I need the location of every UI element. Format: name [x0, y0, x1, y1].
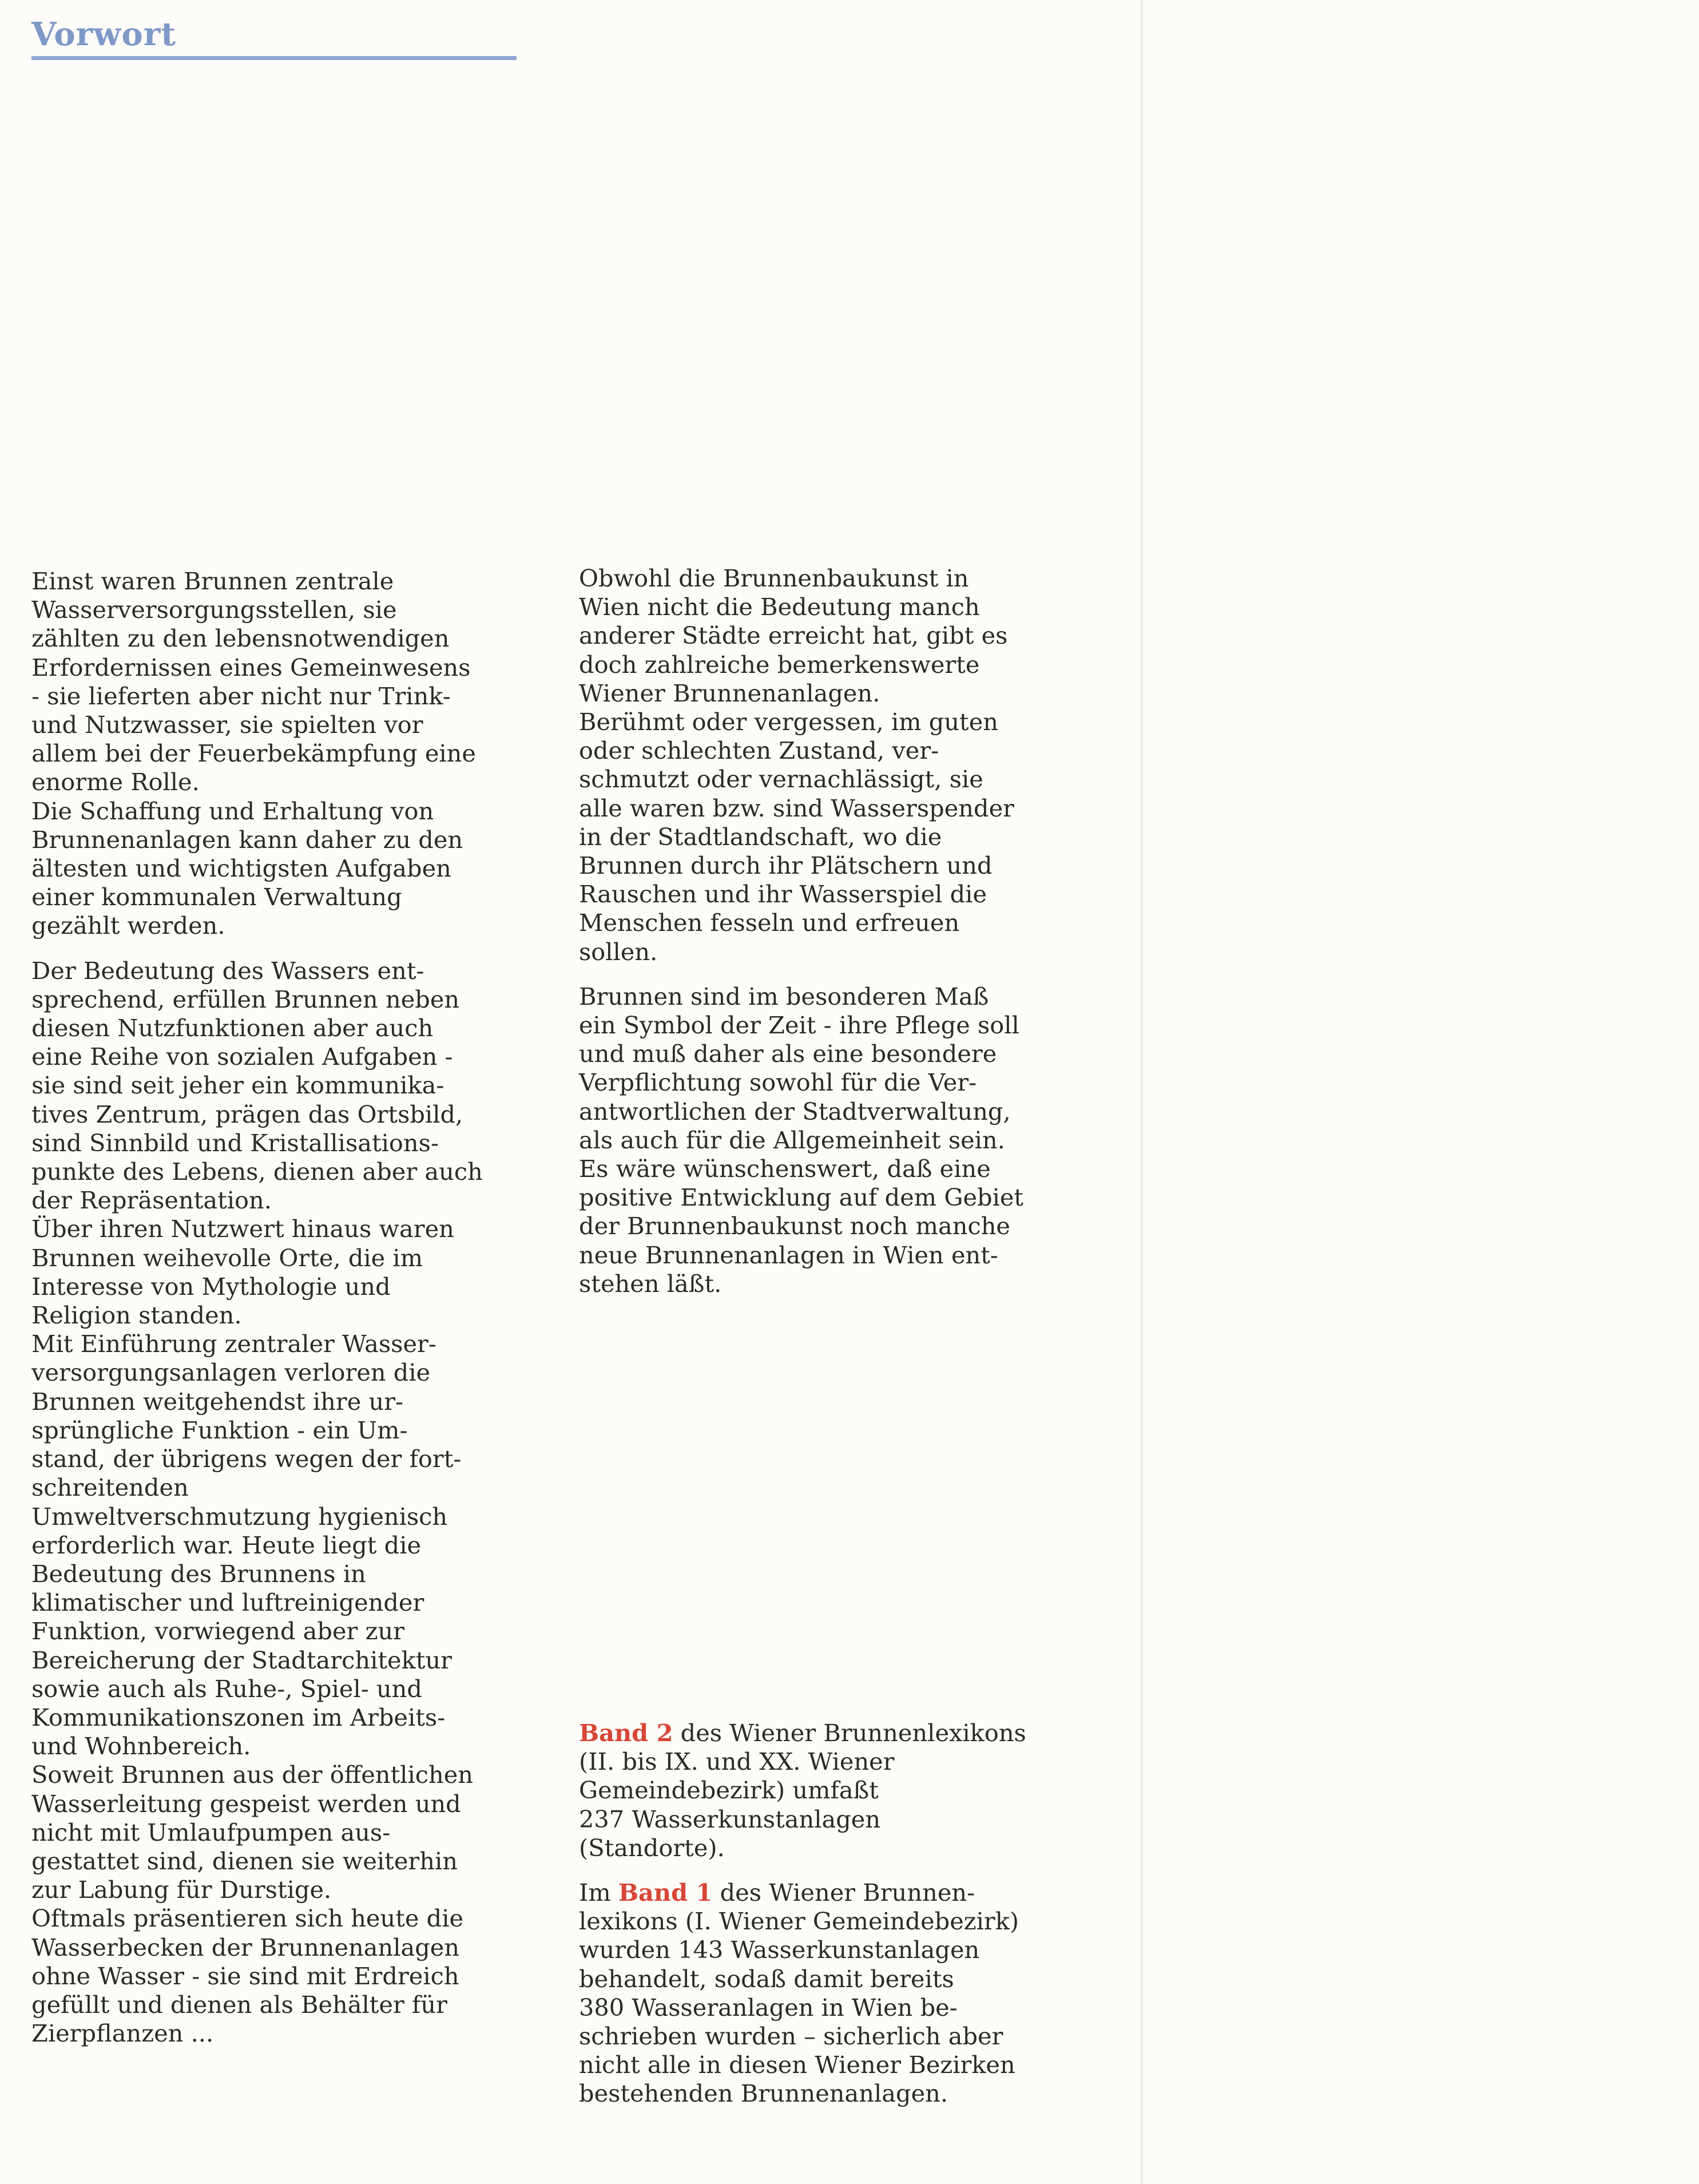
text-line: und Wohnbereich.: [31, 1732, 251, 1761]
text-line: Der Bedeutung des Wassers ent-: [31, 956, 424, 985]
text-line: Wiener Brunnenanlagen.: [579, 679, 880, 707]
text-line: allem bei der Feuerbekämpfung eine: [31, 739, 476, 768]
band1-label: Band 1: [618, 1878, 713, 1907]
text-line: der Brunnenbaukunst noch manche: [579, 1212, 1010, 1240]
text-line: Mit Einführung zentraler Wasser-: [31, 1330, 436, 1358]
text-line: Soweit Brunnen aus der öffentlichen: [31, 1761, 473, 1789]
text-line: und muß daher als eine besondere: [579, 1040, 997, 1068]
text-line: Religion standen.: [31, 1301, 242, 1330]
text-line: antwortlichen der Stadtverwaltung,: [579, 1097, 1011, 1125]
band1-text: des Wiener Brunnen-: [712, 1878, 975, 1907]
band-note: [579, 1719, 1026, 2108]
text-line: wurden 143 Wasserkunstanlagen: [579, 1936, 980, 1964]
text-line: Zierpflanzen ...: [31, 2019, 214, 2048]
text-line: punkte des Lebens, dienen aber auch: [31, 1158, 483, 1186]
band1-prefix: Im: [579, 1878, 618, 1907]
text-line: Über ihren Nutzwert hinaus waren: [31, 1215, 454, 1243]
text-line: gefüllt und dienen als Behälter für: [31, 1990, 447, 2019]
text-line: Interesse von Mythologie und: [31, 1272, 391, 1301]
text-line: und Nutzwasser, sie spielten vor: [31, 711, 423, 739]
text-line: gestattet sind, dienen sie weiterhin: [31, 1846, 458, 1875]
text-line: ein Symbol der Zeit - ihre Pflege soll: [579, 1011, 1019, 1040]
text-line: Brunnen weihevolle Orte, die im: [31, 1243, 423, 1272]
text-line: der Repräsentation.: [31, 1186, 272, 1215]
text-line: nicht alle in diesen Wiener Bezirken: [579, 2051, 1015, 2079]
text-line: einer kommunalen Verwaltung: [31, 883, 402, 911]
text-line: ohne Wasser - sie sind mit Erdreich: [31, 1961, 459, 1990]
text-line: eine Reihe von sozialen Aufgaben -: [31, 1043, 453, 1071]
text-line: sind Sinnbild und Kristallisations-: [31, 1128, 439, 1157]
text-line: - sie lieferten aber nicht nur Trink-: [31, 681, 451, 710]
text-line: schreitenden: [31, 1473, 189, 1502]
text-line: Gemeindebezirk) umfaßt: [579, 1776, 879, 1805]
text-line: Wien nicht die Bedeutung manch: [579, 593, 980, 621]
text-line: Funktion, vorwiegend aber zur: [31, 1617, 405, 1646]
text-line: alle waren bzw. sind Wasserspender: [579, 794, 1014, 822]
text-line: diesen Nutzfunktionen aber auch: [31, 1014, 434, 1043]
text-line: in der Stadtlandschaft, wo die: [579, 822, 942, 851]
text-line: Bedeutung des Brunnens in: [31, 1559, 366, 1588]
text-line: Wasserversorgungsstellen, sie: [31, 596, 397, 624]
text-line: positive Entwicklung auf dem Gebiet: [579, 1183, 1024, 1212]
text-line: stand, der übrigens wegen der fort-: [31, 1445, 462, 1473]
text-line: Obwohl die Brunnenbaukunst in: [579, 564, 969, 592]
text-line: lexikons (I. Wiener Gemeindebezirk): [579, 1907, 1019, 1936]
text-line: Brunnen sind im besonderen Maß: [579, 982, 989, 1010]
band2-text: des Wiener Brunnenlexikons: [673, 1719, 1026, 1747]
band2-line: [579, 1719, 1026, 1747]
text-line: Kommunikationszonen im Arbeits-: [31, 1703, 446, 1731]
page-title: Vorwort: [31, 15, 177, 53]
text-line: schmutzt oder vernachlässigt, sie: [579, 765, 983, 794]
text-line: Erfordernissen eines Gemeinwesens: [31, 653, 471, 681]
band2-label: Band 2: [579, 1719, 673, 1747]
text-line: Wasserbecken der Brunnenanlagen: [31, 1933, 460, 1961]
text-line: ältesten und wichtigsten Aufgaben: [31, 854, 451, 883]
text-line: tives Zentrum, prägen das Ortsbild,: [31, 1100, 463, 1128]
text-line: Einst waren Brunnen zentrale: [31, 567, 394, 595]
text-line: erforderlich war. Heute liegt die: [31, 1531, 422, 1559]
text-line: Verpflichtung sowohl für die Ver-: [579, 1068, 977, 1097]
text-line: zur Labung für Durstige.: [31, 1876, 332, 1904]
text-line: enorme Rolle.: [31, 768, 200, 796]
text-line: Es wäre wünschenswert, daß eine: [579, 1155, 991, 1183]
band1-line: [579, 1878, 1026, 1907]
text-line: sie sind seit jeher ein kommunika-: [31, 1071, 444, 1100]
text-line: (Standorte).: [579, 1833, 725, 1862]
text-line: (II. bis IX. und XX. Wiener: [579, 1747, 895, 1776]
text-line: sprechend, erfüllen Brunnen neben: [31, 985, 460, 1013]
text-line: Brunnen durch ihr Plätschern und: [579, 851, 993, 880]
text-line: behandelt, sodaß damit bereits: [579, 1964, 954, 1993]
text-line: nicht mit Umlaufpumpen aus-: [31, 1818, 391, 1846]
text-line: zählten zu den lebensnotwendigen: [31, 624, 450, 653]
text-line: 380 Wasseranlagen in Wien be-: [579, 1993, 958, 2022]
text-line: doch zahlreiche bemerkenswerte: [579, 650, 980, 679]
text-line: Brunnenanlagen kann daher zu den: [31, 825, 463, 854]
text-line: Bereicherung der Stadtarchitektur: [31, 1646, 452, 1674]
text-line: gezählt werden.: [31, 911, 225, 940]
text-line: Brunnen weitgehendst ihre ur-: [31, 1387, 404, 1416]
text-line: bestehenden Brunnenanlagen.: [579, 2079, 948, 2108]
text-line: Die Schaffung und Erhaltung von: [31, 796, 434, 825]
foreword-right-column: [579, 564, 1023, 1298]
page-edge-strip: [1141, 0, 1143, 2184]
text-line: 237 Wasserkunstanlagen: [579, 1805, 881, 1833]
text-line: schrieben wurden – sicherlich aber: [579, 2022, 1003, 2051]
title-underline: [31, 56, 517, 60]
text-line: stehen läßt.: [579, 1269, 722, 1298]
text-line: sowie auch als Ruhe-, Spiel- und: [31, 1674, 422, 1703]
text-line: Oftmals präsentieren sich heute die: [31, 1904, 464, 1933]
text-line: Umweltverschmutzung hygienisch: [31, 1502, 448, 1531]
foreword-left-column: [31, 567, 483, 2048]
text-line: als auch für die Allgemeinheit sein.: [579, 1125, 1005, 1154]
text-line: sollen.: [579, 937, 658, 966]
text-line: oder schlechten Zustand, ver-: [579, 736, 939, 765]
text-line: neue Brunnenanlagen in Wien ent-: [579, 1240, 998, 1269]
text-line: Rauschen und ihr Wasserspiel die: [579, 880, 987, 909]
text-line: Wasserleitung gespeist werden und: [31, 1789, 461, 1818]
text-line: klimatischer und luftreinigender: [31, 1588, 424, 1617]
text-line: Berühmt oder vergessen, im guten: [579, 708, 999, 736]
text-line: sprüngliche Funktion - ein Um-: [31, 1416, 408, 1444]
text-line: anderer Städte erreicht hat, gibt es: [579, 621, 1008, 650]
text-line: Menschen fesseln und erfreuen: [579, 909, 960, 937]
text-line: versorgungsanlagen verloren die: [31, 1358, 431, 1387]
